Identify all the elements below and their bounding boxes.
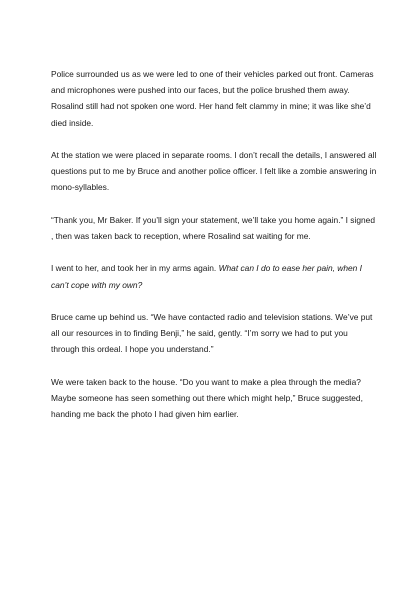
paragraph-4	[51, 260, 377, 292]
paragraph-2: At the station we were placed in separate rooms. I don’t recall the details, I answered all questions put to me by Bruce and another police officer. I felt like a zombie answering in mono-syllables.	[51, 150, 377, 193]
paragraph-3: “Thank you, Mr Baker. If you’ll sign your statement, we’ll take you home again.” I signed , then was taken back to reception, where Rosalind sat waiting for me.	[51, 214, 375, 241]
body-text	[51, 66, 377, 439]
paragraph-6: We were taken back to the house. “Do you want to make a plea through the media? Maybe someone has seen something out there which might help,” Bruce suggested, handing me back the photo I had given him earlier.	[51, 376, 363, 420]
paragraph-5: Bruce came up behind us. “We have contacted radio and television stations. We’ve put all our resources in to finding Benji,” he said, gently. “I’m sorry we had to put you through this ordeal. I hope you understand.”	[51, 311, 373, 355]
paragraph-1: Police surrounded us as we were led to one of their vehicles parked out front. Cameras and microphones were pushed into our faces, but the police brushed them away. Rosalind still had not spoken one word. Her hand felt clammy in mine; it was like she’d died inside.	[51, 69, 374, 128]
paragraph-4-italic-thought: What can I do to ease her pain, when I can’t cope with my own?	[51, 263, 362, 290]
paragraph-4-text: I went to her, and took her in my arms again.	[51, 263, 219, 274]
